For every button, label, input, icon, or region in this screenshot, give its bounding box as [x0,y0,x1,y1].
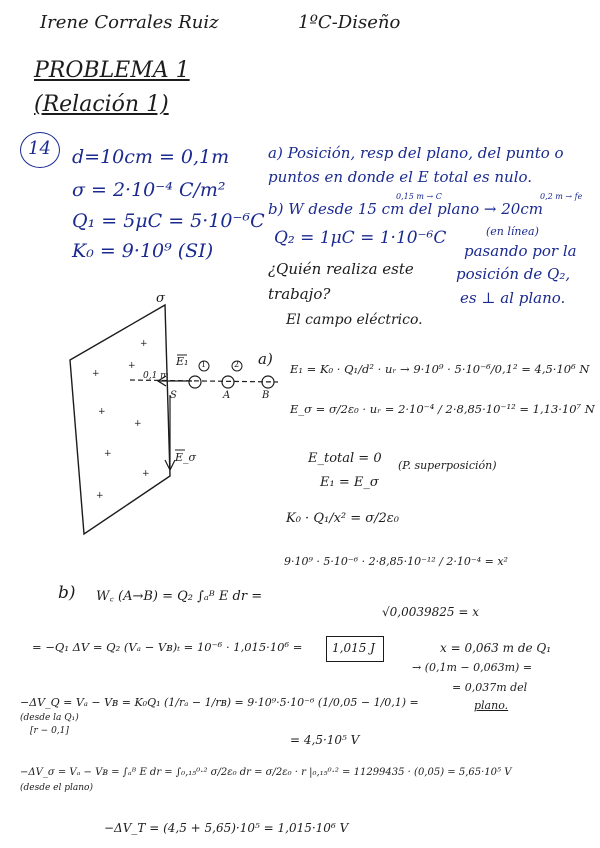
sigma-label: σ [156,291,165,306]
question-b-en-linea: (en línea) [486,225,539,238]
e-sigma-label: E_σ [175,451,197,464]
solution-a-k0-eq: K₀ · Q₁/x² = σ/2ε₀ [286,511,399,526]
work-result-value: 1,015 J [332,641,375,655]
question-b-line2: pasando por la [464,242,577,260]
solution-b-w-result: = −Q₁ ΔV = Q₂ (Vₐ − Vʙ)ₜ = 10⁻⁶ · 1,015·10⁶ = [32,640,303,654]
solution-b-dv1-note1: (desde la Q₁) [20,713,79,723]
relation-label: (Relación 1) [34,92,169,117]
question-b-note-right: 0,2 m → fe [540,192,583,201]
solution-a-sqrt: √0,0039825 = x [382,605,479,619]
given-q1: Q₁ = 5μC = 5·10⁻⁶C [72,210,265,232]
solution-a-label: a) [258,350,273,368]
plane-charge-4: + [98,407,106,417]
question-who-line2: trabajo? [268,285,331,303]
plane-charge-1: + [140,339,148,349]
problem-title: PROBLEMA 1 [34,58,190,83]
given-q2: Q₂ = 1μC = 1·10⁻⁶C [274,228,447,248]
question-a-line1: a) Posición, resp del plano, del punto o [268,144,564,162]
solution-b-dv1-note2: [r − 0,1] [30,726,69,736]
solution-a-esigma: E_σ = σ/2ε₀ · uᵣ = 2·10⁻⁴ / 2·8,85·10⁻¹² = 1,13·10⁷ N [290,402,595,416]
solution-b-label: b) [58,583,76,603]
given-distance: d=10cm = 0,1m [72,146,230,168]
solution-a-arrow: → (0,1m − 0,063m) = [412,661,533,674]
point-s-label: S [170,390,177,401]
solution-a-x-result: x = 0,063 m de Q₁ [440,641,552,655]
charge-q1-circle [189,376,201,388]
solution-a-x2: 9·10⁹ · 5·10⁻⁶ · 2·8,85·10⁻¹² / 2·10⁻⁴ = x² [284,555,508,568]
author-name: Irene Corrales Ruiz [40,12,219,33]
question-b-line1: b) W desde 15 cm del plano → 20cm [268,200,543,218]
solution-b-dv1-result: = 4,5·10⁵ V [290,733,360,747]
e1-label: E₁ [176,355,189,368]
charged-plane [70,305,170,534]
plane-charge-8: + [96,491,104,501]
solution-b-total: −ΔV_T = (4,5 + 5,65)·10⁵ = 1,015·10⁶ V [104,821,349,835]
given-k0: K₀ = 9·10⁹ (SI) [72,240,214,262]
question-b-note-left: 0,15 m → C [396,192,442,201]
given-sigma: σ = 2·10⁻⁴ C/m² [72,179,226,201]
solution-b-w-eq: W꜀ (A→B) = Q₂ ∫ₐᴮ E dr = [96,589,263,604]
solution-a-superposition: (P. superposición) [398,459,497,472]
solution-b-dv1: −ΔV_Q = Vₐ − Vʙ = K₀Q₁ (1/rₐ − 1/rʙ) = 9·10⁹·5·10⁻⁶ (1/0,05 − 1/0,1) = [20,696,419,709]
circle-label-2: 2 [234,360,240,369]
problem-number: 14 [28,138,51,159]
solution-a-result3: plano. [474,699,509,712]
distance-label: 0,1 m [143,371,169,381]
question-b-line3: posición de Q₂, [456,265,571,283]
circle-label-1: 1 [201,360,207,369]
question-a-line2: puntos en donde el E total es nulo. [268,168,533,186]
solution-a-e1: E₁ = K₀ · Q₁/d² · uᵣ → 9·10⁹ · 5·10⁻⁶/0,1² = 4,5·10⁶ N [290,362,590,376]
solution-b-dv2-note: (desde el plano) [20,783,93,793]
point-a-label: A [223,390,231,401]
answer-text: El campo eléctrico. [286,312,423,328]
question-b-line4: es ⊥ al plano. [460,289,566,307]
plane-charge-2: + [92,369,100,379]
solution-a-etotal: E_total = 0 [308,451,382,466]
plane-charge-3: + [128,361,136,371]
point-b-label: B [262,390,270,401]
charge-q2-circle [222,376,234,388]
question-who-line1: ¿Quién realiza este [268,260,414,278]
solution-a-e1-equals: E₁ = E_σ [320,475,379,490]
solution-a-result2: = 0,037m del [452,681,528,694]
plane-charge-5: + [134,419,142,429]
plane-charge-7: + [142,469,150,479]
solution-b-dv2: −ΔV_σ = Vₐ − Vʙ = ∫ₐᴮ E dr = ∫₀,₁₅⁰·² σ/2ε₀ dr = σ/2ε₀ · r |₀,₁₅⁰·² = 11299435 · (0,05) = 5,65·10⁵ V [20,767,512,778]
course-label: 1ºC-Diseño [298,12,401,33]
plane-charge-6: + [104,449,112,459]
